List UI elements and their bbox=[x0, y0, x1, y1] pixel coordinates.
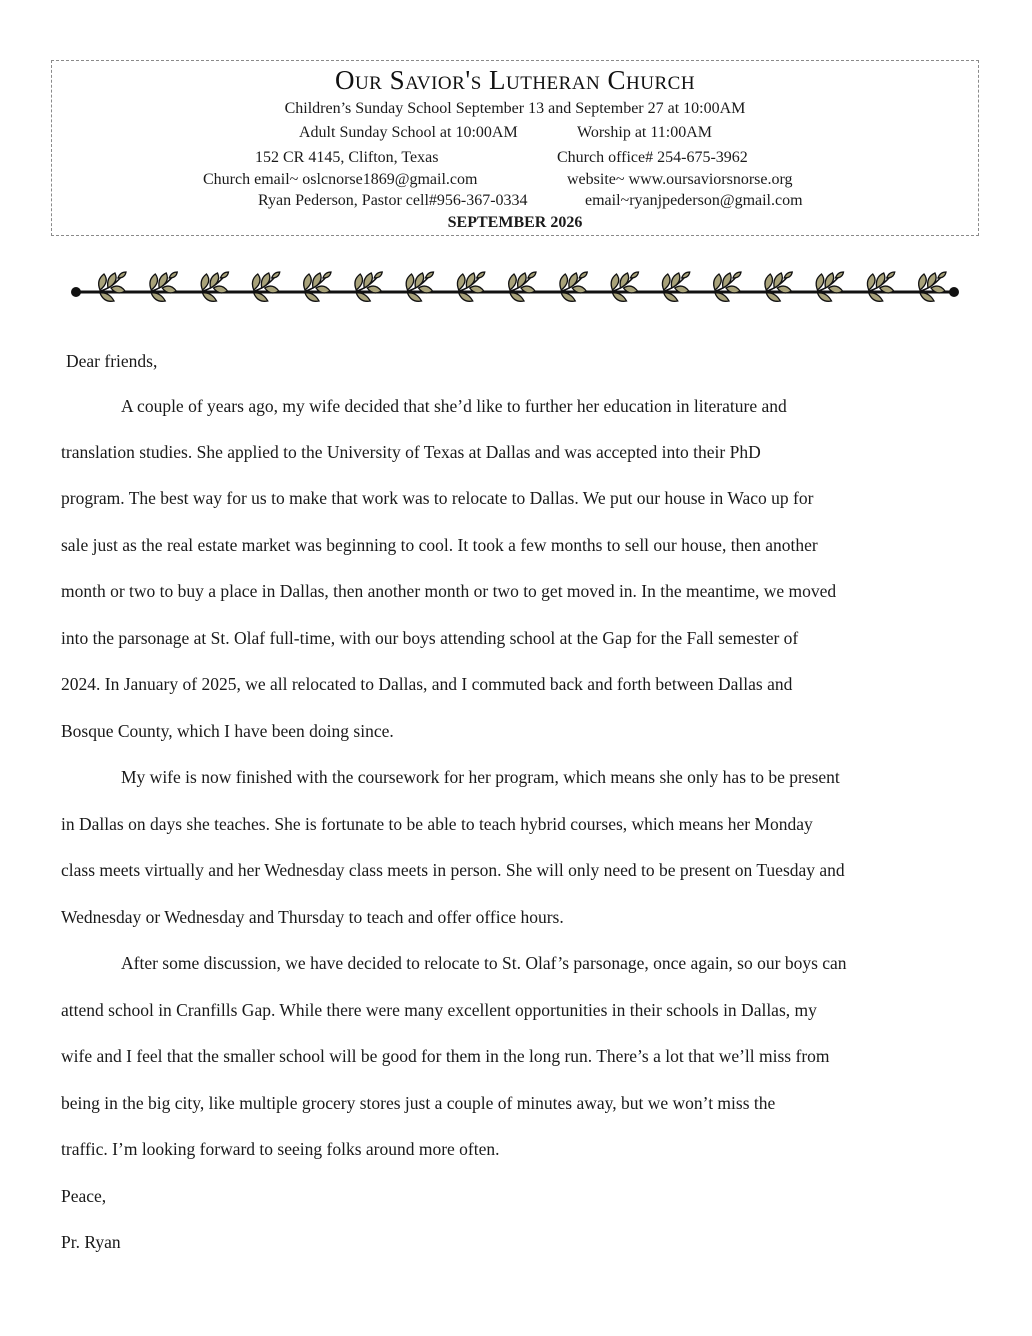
paragraph-line: My wife is now finished with the coursework for her program, which means she only has to be present bbox=[121, 767, 840, 787]
paragraph-line: month or two to buy a place in Dallas, then another month or two to get moved in. In the meantime, we moved bbox=[61, 581, 837, 601]
leaf-sprig-icon bbox=[96, 272, 126, 301]
paragraph-line: After some discussion, we have decided to relocate to St. Olaf’s parsonage, once again, so our boys can bbox=[121, 953, 847, 973]
paragraph-line: sale just as the real estate market was beginning to cool. It took a few months to sell our house, then another bbox=[61, 535, 818, 555]
childrens-sunday-school: Children’s Sunday School September 13 and September 27 at 10:00AM bbox=[284, 100, 746, 117]
paragraph-line: class meets virtually and her Wednesday class meets in person. She will only need to be present on Tuesday and bbox=[61, 860, 845, 880]
church-website: website~ www.oursaviorsnorse.org bbox=[567, 171, 793, 188]
leaf-sprig-icon bbox=[762, 272, 792, 301]
salutation: Dear friends, bbox=[66, 351, 158, 371]
leaf-sprig-icon bbox=[147, 272, 177, 301]
pastor-contact: Ryan Pederson, Pastor cell#956-367-0334 bbox=[258, 192, 528, 209]
leaf-sprig-icon bbox=[506, 272, 536, 301]
leaf-vine-divider-icon bbox=[70, 266, 960, 318]
paragraph-line: translation studies. She applied to the University of Texas at Dallas and was accepted into their PhD bbox=[61, 442, 761, 462]
leaf-sprig-icon bbox=[814, 272, 844, 301]
leaf-sprig-icon bbox=[916, 272, 946, 301]
leaf-sprig-icon bbox=[455, 272, 485, 301]
paragraph-line: in Dallas on days she teaches. She is fortunate to be able to teach hybrid courses, which means her Monday bbox=[61, 814, 813, 834]
paragraph-line: 2024. In January of 2025, we all relocated to Dallas, and I commuted back and forth between Dallas and bbox=[61, 674, 793, 694]
leaf-sprig-icon bbox=[199, 272, 229, 301]
church-name: Our Savior's Lutheran Church bbox=[334, 65, 696, 95]
signature: Pr. Ryan bbox=[61, 1232, 121, 1252]
paragraph-line: program. The best way for us to make that work was to relocate to Dallas. We put our house in Waco up for bbox=[61, 488, 814, 508]
paragraph-line: A couple of years ago, my wife decided that she’d like to further her education in literature and bbox=[121, 396, 787, 416]
church-office-phone: Church office# 254-675-3962 bbox=[557, 149, 748, 166]
leaf-sprig-icon bbox=[557, 272, 587, 301]
worship-time: Worship at 11:00AM bbox=[577, 124, 712, 141]
leaf-sprig-icon bbox=[352, 272, 382, 301]
paragraph-line: being in the big city, like multiple grocery stores just a couple of minutes away, but we won’t miss the bbox=[61, 1093, 776, 1113]
leaf-sprig-icon bbox=[250, 272, 280, 301]
leaf-sprig-icon bbox=[609, 272, 639, 301]
pastor-email: email~ryanjpederson@gmail.com bbox=[585, 192, 803, 209]
paragraph-line: Wednesday or Wednesday and Thursday to teach and offer office hours. bbox=[61, 907, 564, 927]
leaf-sprig-icon bbox=[301, 272, 331, 301]
church-email: Church email~ oslcnorse1869@gmail.com bbox=[203, 171, 478, 188]
closing: Peace, bbox=[61, 1186, 107, 1206]
leaf-sprig-icon bbox=[404, 272, 434, 301]
church-address: 152 CR 4145, Clifton, Texas bbox=[255, 149, 439, 166]
leaf-sprig-icon bbox=[865, 272, 895, 301]
paragraph-line: attend school in Cranfills Gap. While there were many excellent opportunities in their schools in Dallas, my bbox=[61, 1000, 817, 1020]
leaf-sprig-icon bbox=[711, 272, 741, 301]
leaf-sprig-icon bbox=[660, 272, 690, 301]
paragraph-line: traffic. I’m looking forward to seeing folks around more often. bbox=[61, 1139, 500, 1159]
newsletter-month: SEPTEMBER 2026 bbox=[447, 214, 583, 231]
paragraph-line: wife and I feel that the smaller school will be good for them in the long run. There’s a lot that we’ll miss from bbox=[61, 1046, 830, 1066]
newsletter-header bbox=[51, 60, 979, 236]
adult-sunday-school: Adult Sunday School at 10:00AM bbox=[299, 124, 518, 141]
paragraph-line: Bosque County, which I have been doing since. bbox=[61, 721, 394, 741]
paragraph-line: into the parsonage at St. Olaf full-time, with our boys attending school at the Gap for the Fall semester of bbox=[61, 628, 799, 648]
